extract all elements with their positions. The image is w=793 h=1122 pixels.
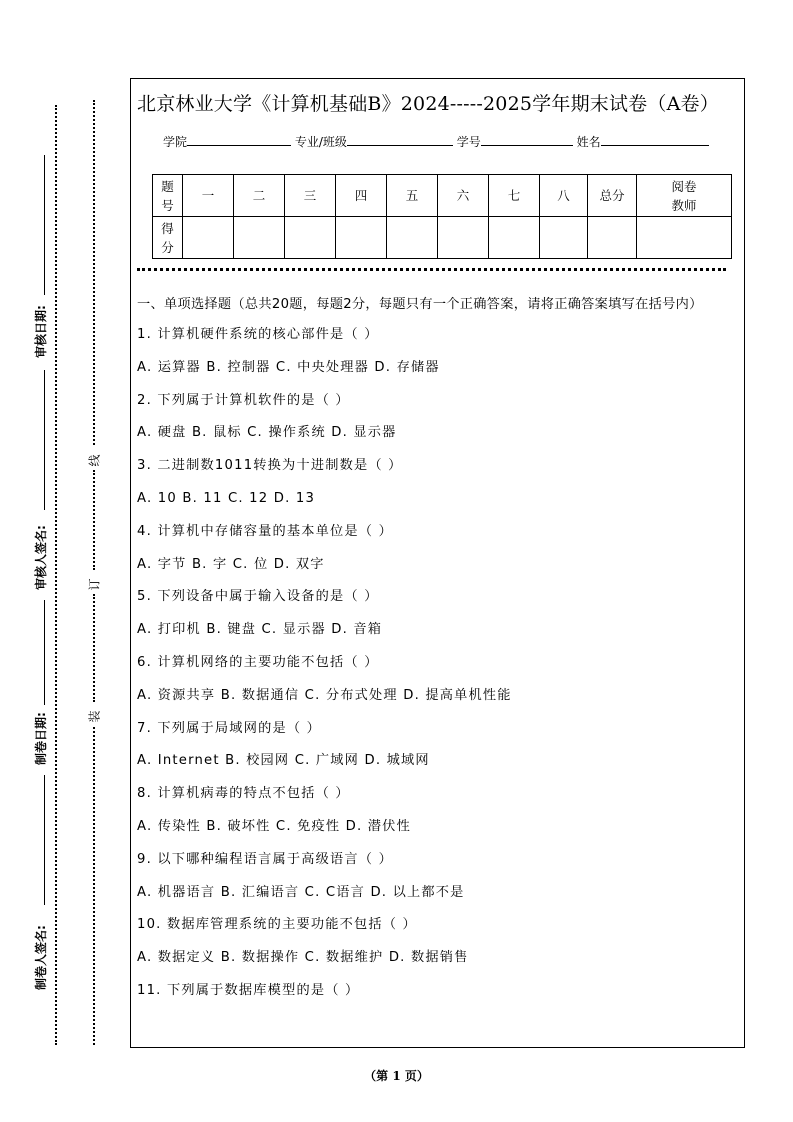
score-col-header: 三 bbox=[285, 175, 336, 217]
exam-body bbox=[137, 293, 742, 1013]
question-options: A. 传染性 B. 破坏性 C. 免疫性 D. 潜伏性 bbox=[137, 818, 411, 834]
question-list bbox=[137, 324, 742, 1013]
score-col-header: 五 bbox=[387, 175, 438, 217]
page-number: （第 1 页） bbox=[364, 1069, 429, 1083]
binding-dotted-line-1 bbox=[93, 100, 95, 445]
reviewer-header: 阅卷 教师 bbox=[637, 175, 732, 217]
question-options: A. 硬盘 B. 鼠标 C. 操作系统 D. 显示器 bbox=[137, 425, 397, 441]
name-label: 姓名 bbox=[576, 135, 601, 149]
score-cell[interactable] bbox=[285, 217, 336, 259]
maker-sign-label: 制卷人签名: bbox=[34, 925, 48, 990]
question-text: 11. 下列属于数据库模型的是（ ） bbox=[137, 982, 360, 998]
score-col-header: 四 bbox=[336, 175, 387, 217]
auditor-sign-label: 审核人签名: bbox=[34, 525, 48, 590]
score-cell[interactable] bbox=[540, 217, 588, 259]
student-id-label: 学号 bbox=[456, 135, 481, 149]
question-text: 1. 计算机硬件系统的核心部件是（ ） bbox=[137, 327, 379, 342]
make-date-label: 制卷日期: bbox=[34, 712, 48, 765]
question-options: A. 字节 B. 字 C. 位 D. 双字 bbox=[137, 556, 325, 572]
make-date-line bbox=[44, 600, 45, 705]
dotted-separator bbox=[137, 268, 726, 271]
exam-title: 北京林业大学《计算机基础B》2024-----2025学年期末试卷（A卷） bbox=[137, 93, 719, 115]
question-options: A. Internet B. 校园网 C. 广域网 D. 城域网 bbox=[137, 753, 430, 769]
binding-dotted-line-4 bbox=[93, 727, 95, 1045]
exam-paper bbox=[130, 78, 745, 1048]
score-row-header: 得 分 bbox=[153, 217, 183, 259]
score-cell[interactable] bbox=[336, 217, 387, 259]
binding-char-xian: 线 bbox=[87, 454, 102, 467]
question-options: A. 运算器 B. 控制器 C. 中央处理器 D. 存储器 bbox=[137, 359, 440, 375]
question-text: 7. 下列属于局域网的是（ ） bbox=[137, 720, 322, 736]
auditor-sign-line bbox=[44, 370, 45, 510]
total-score-cell[interactable] bbox=[588, 217, 637, 259]
audit-date-line bbox=[44, 155, 45, 295]
section-heading: 一、单项选择题（总共20题，每题2分，每题只有一个正确答案，请将正确答案填写在括号内） bbox=[137, 297, 703, 312]
binding-dotted-line-2 bbox=[93, 470, 95, 570]
major-class-label: 专业/班级 bbox=[294, 135, 347, 149]
question-text: 6. 计算机网络的主要功能不包括（ ） bbox=[137, 654, 379, 670]
score-col-header: 二 bbox=[234, 175, 285, 217]
score-cell[interactable] bbox=[234, 217, 285, 259]
question-options: A. 数据定义 B. 数据操作 C. 数据维护 D. 数据销售 bbox=[137, 950, 469, 966]
name-field[interactable] bbox=[601, 134, 709, 146]
college-label: 学院 bbox=[163, 135, 188, 149]
question-text: 4. 计算机中存储容量的基本单位是（ ） bbox=[137, 523, 393, 539]
score-col-header: 六 bbox=[438, 175, 489, 217]
audit-date-label: 审核日期: bbox=[34, 305, 48, 358]
question-options: A. 打印机 B. 键盘 C. 显示器 D. 音箱 bbox=[137, 622, 383, 638]
binding-char-ding: 订 bbox=[87, 578, 102, 591]
score-col-header: 一 bbox=[183, 175, 234, 217]
margin-dotted-line bbox=[55, 105, 57, 1045]
question-text: 5. 下列设备中属于输入设备的是（ ） bbox=[137, 589, 379, 605]
question-text: 2. 下列属于计算机软件的是（ ） bbox=[137, 392, 350, 408]
student-id-field[interactable] bbox=[481, 134, 573, 146]
binding-char-zhuang: 装 bbox=[87, 710, 102, 723]
score-cell[interactable] bbox=[183, 217, 234, 259]
question-options: A. 机器语言 B. 汇编语言 C. C语言 D. 以上都不是 bbox=[137, 884, 465, 900]
total-score-header: 总分 bbox=[588, 175, 637, 217]
question-options: A. 资源共享 B. 数据通信 C. 分布式处理 D. 提高单机性能 bbox=[137, 687, 512, 703]
score-col-header: 八 bbox=[540, 175, 588, 217]
question-options: A. 10 B. 11 C. 12 D. 13 bbox=[137, 490, 316, 506]
score-col-header: 七 bbox=[489, 175, 540, 217]
question-text: 9. 以下哪种编程语言属于高级语言（ ） bbox=[137, 851, 393, 867]
college-field[interactable] bbox=[187, 134, 291, 146]
question-number-header: 题 号 bbox=[153, 175, 183, 217]
question-text: 8. 计算机病毒的特点不包括（ ） bbox=[137, 786, 350, 802]
binding-dotted-line-3 bbox=[93, 594, 95, 702]
score-cell[interactable] bbox=[489, 217, 540, 259]
score-table bbox=[152, 174, 732, 259]
question-text: 3. 二进制数1011转换为十进制数是（ ） bbox=[137, 458, 403, 474]
reviewer-cell[interactable] bbox=[637, 217, 732, 259]
major-class-field[interactable] bbox=[347, 134, 453, 146]
score-cell[interactable] bbox=[387, 217, 438, 259]
score-cell[interactable] bbox=[438, 217, 489, 259]
student-info bbox=[163, 133, 709, 150]
question-text: 10. 数据库管理系统的主要功能不包括（ ） bbox=[137, 917, 417, 933]
maker-sign-line bbox=[44, 775, 45, 905]
